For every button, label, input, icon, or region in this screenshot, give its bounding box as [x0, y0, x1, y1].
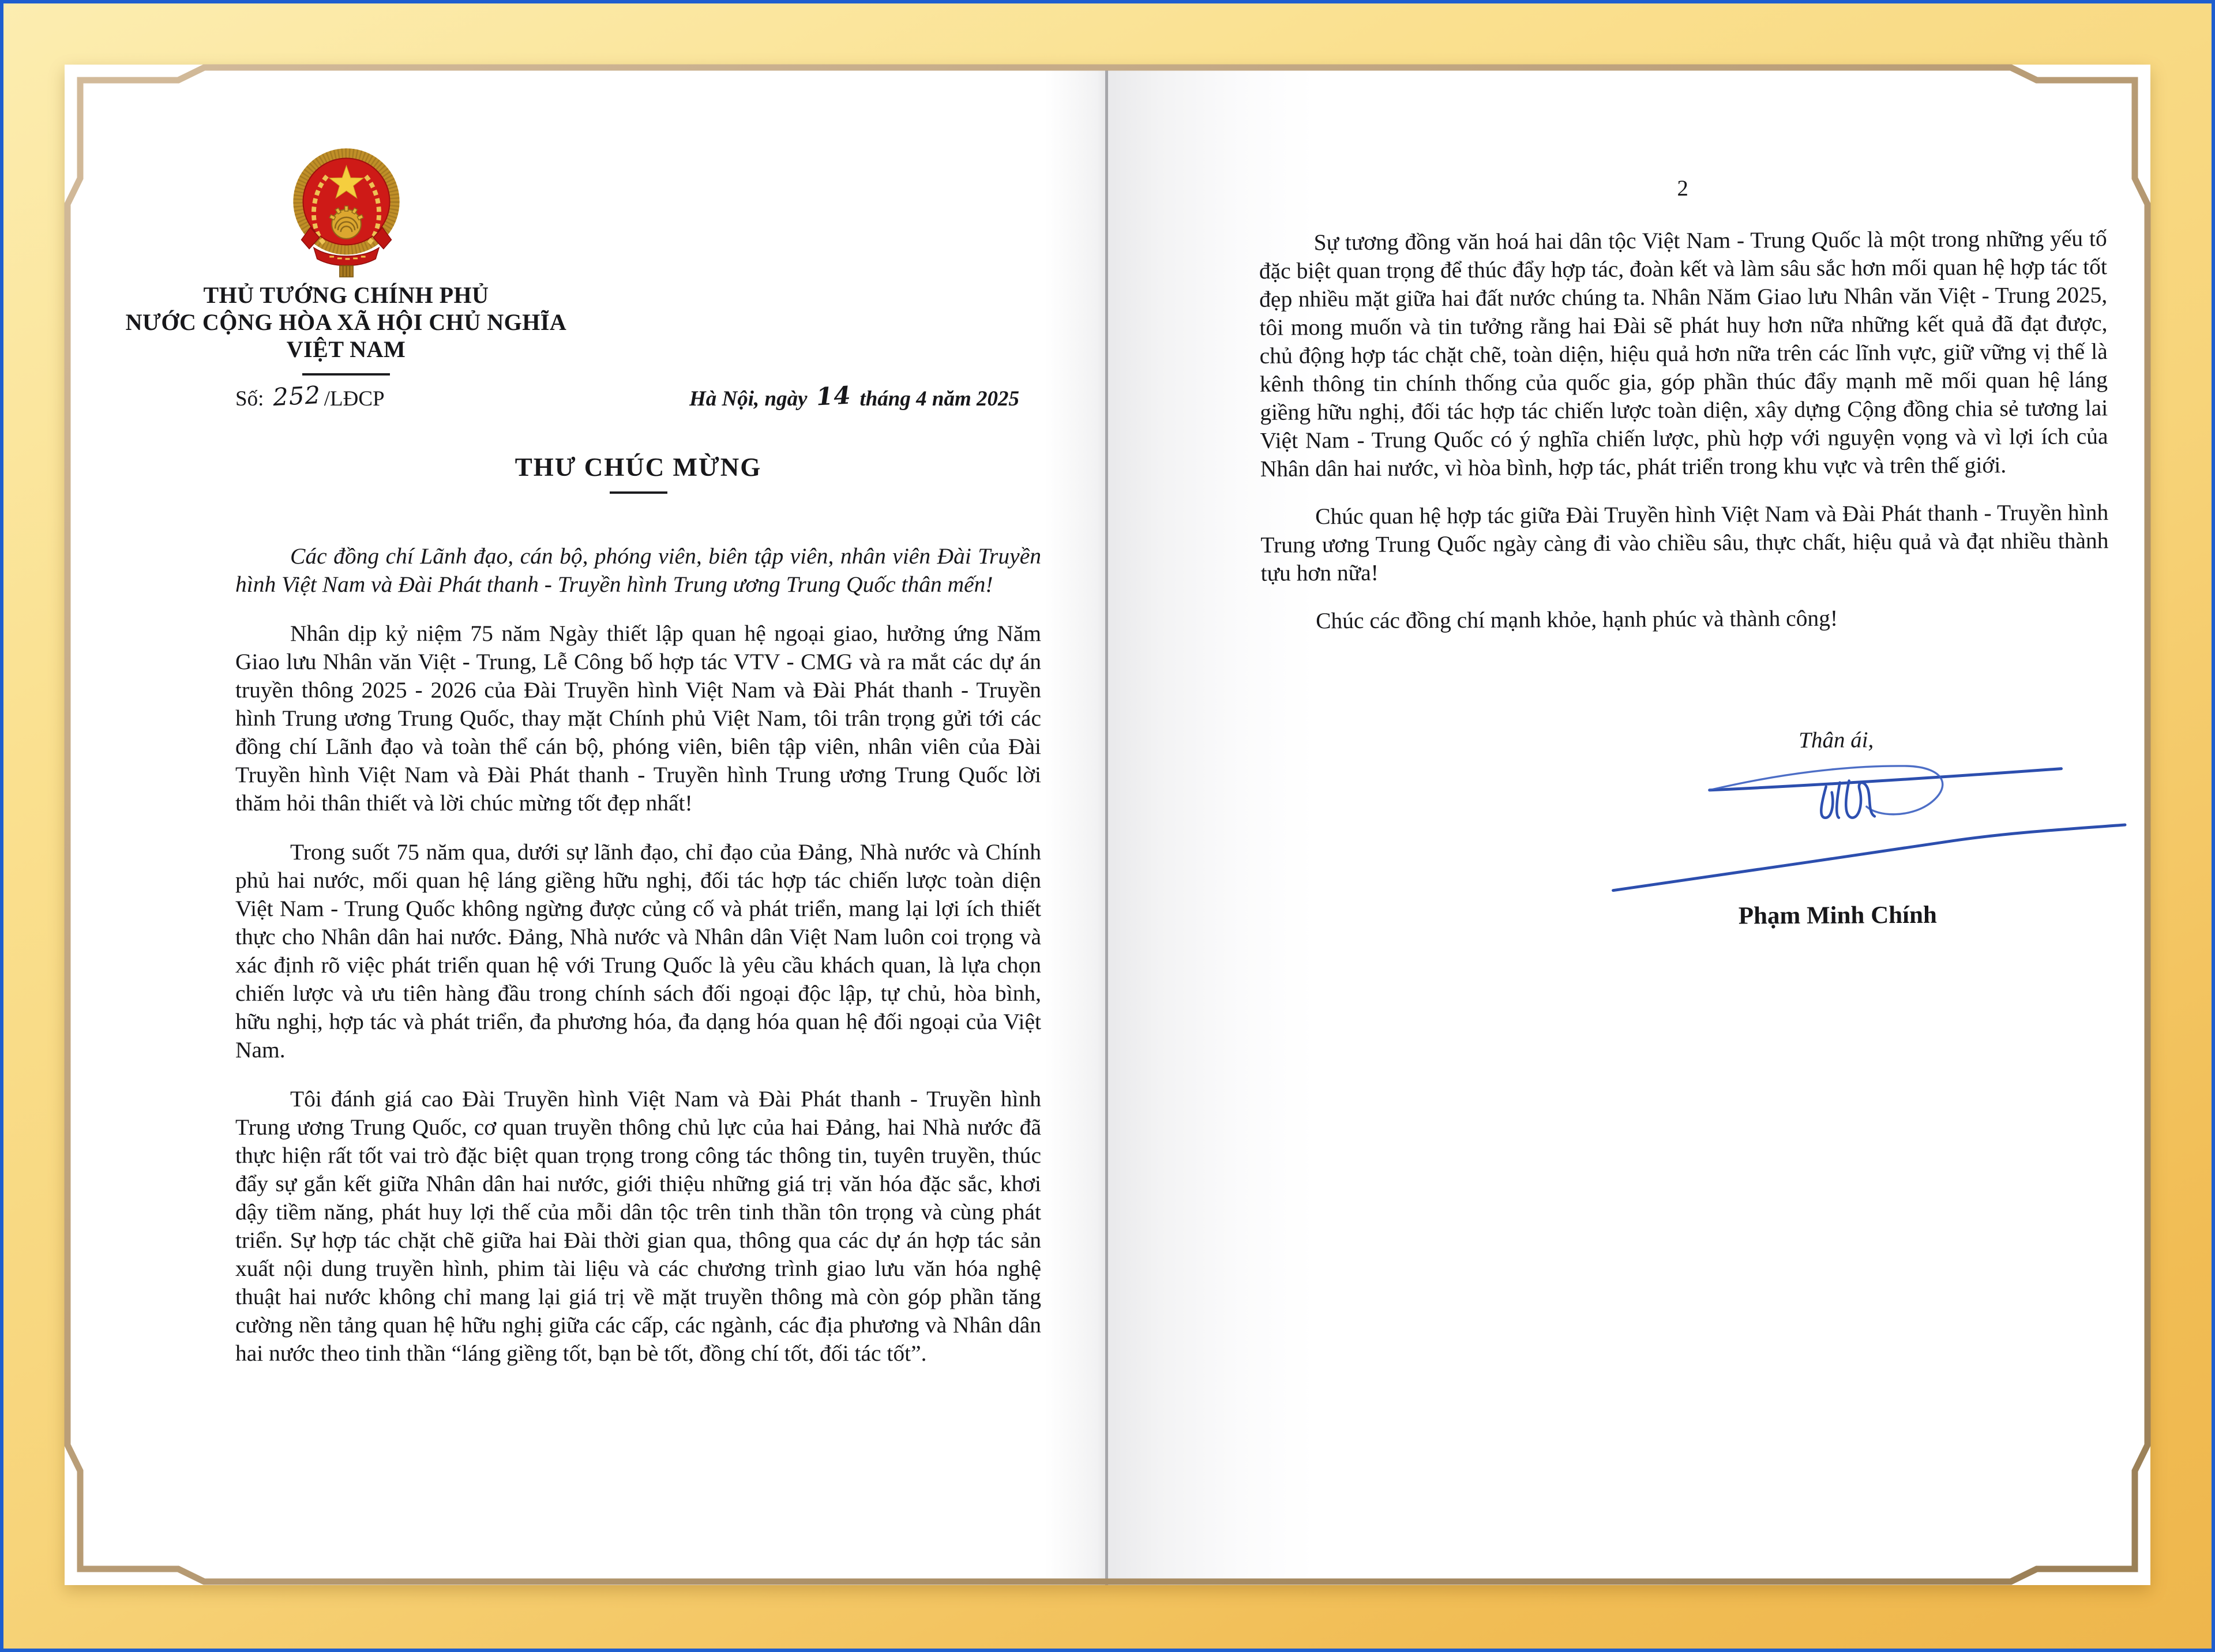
paragraph: Sự tương đồng văn hoá hai dân tộc Việt Nam - Trung Quốc là một trong những yếu tố đặc biệt quan trọng để thúc đẩy hợp tác, đoàn kết và làm sâu sắc hơn mối quan hệ hợp tác tốt đẹp nhiều mặt giữa hai đất nước chúng ta. Nhân Năm Giao lưu Nhân văn Việt - Trung 2025, tôi mong muốn và tin tưởng rằng hai Đài sẽ phát huy hơn nữa những kết quả đã đạt được, chủ động hợp tác chặt chẽ, toàn diện, hiệu quả hơn nữa trên các lĩnh vực, giữ vững vị thế là kênh thông tin chính thống của quốc gia, góp phần thúc đẩy mạnh mẽ mối quan hệ láng giềng hữu nghị, đối tác hợp tác chiến lược toàn diện, xây dựng Cộng đồng chia sẻ tương lai Việt Nam - Trung Quốc có ý nghĩa chiến lược, phù hợp với nguyện vọng và vì lợi ích của Nhân dân hai nước, vì hòa bình, hợp tác, phát triển trong khu vực và trên thế giới.	[1259, 226, 2108, 482]
date-rest: tháng 4 năm 2025	[859, 387, 1019, 411]
nation-name-line2: VIỆT NAM	[286, 336, 406, 362]
reference-number	[235, 380, 385, 412]
ref-label: Số:	[235, 387, 264, 411]
paragraph: Nhân dịp kỷ niệm 75 năm Ngày thiết lập quan hệ ngoại giao, hưởng ứng Năm Giao lưu Nhân văn Việt - Trung, Lễ Công bố hợp tác VTV - CMG và ra mắt các dự án truyền thông 2025 - 2026 của Đài Truyền hình Việt Nam và Đài Phát thanh - Truyền hình Trung ương Trung Quốc, thay mặt Chính phủ Việt Nam, tôi trân trọng gửi tới các đồng chí Lãnh đạo và toàn thể cán bộ, phóng viên, biên tập viên, nhân viên của Đài Truyền hình Việt Nam và Đài Phát thanh - Truyền hình Trung ương Trung Quốc lời thăm hỏi thân thiết và lời chúc mừng tốt đẹp nhất!	[235, 621, 1041, 816]
page-number: 2	[1677, 175, 1689, 201]
page-1-body	[235, 542, 1041, 1368]
handwritten-signature	[1606, 759, 2132, 911]
vietnam-national-emblem-icon	[290, 144, 403, 279]
paragraph: Tôi đánh giá cao Đài Truyền hình Việt Nam và Đài Phát thanh - Truyền hình Trung ương Trung Quốc, cơ quan truyền thông chủ lực của hai Đảng, hai Nhà nước đã thực hiện rất tốt vai trò đặc biệt quan trọng trong công tác thông tin, tuyên truyền, thúc đẩy sự gắn kết giữa Nhân dân hai nước, giới thiệu những giá trị văn hóa đặc sắc, khơi dậy tiềm năng, phát huy lợi thế của mỗi dân tộc trên tinh thần tôn trọng và cùng phát triển. Sự hợp tác chặt chẽ giữa hai Đài thời gian qua, thông qua các dự án hợp tác sản xuất nội dung truyền hình, phim tài liệu và các chương trình giao lưu văn hóa nghệ thuật hai nước không chỉ mang lại giá trị về mặt truyền thông mà còn góp phần tăng cường nền tảng quan hệ hữu nghị giữa các cấp, các ngành, các địa phương và Nhân dân hai nước theo tinh thần “láng giềng tốt, bạn bè tốt, đồng chí tốt, đối tác tốt”.	[235, 1086, 1041, 1366]
date-prefix: Hà Nội, ngày	[689, 387, 808, 411]
document-title: THƯ CHÚC MỪNG	[515, 453, 762, 482]
paragraph: Chúc các đồng chí mạnh khỏe, hạnh phúc và thành công!	[1316, 605, 1838, 634]
paragraph: Chúc quan hệ hợp tác giữa Đài Truyền hình Việt Nam và Đài Phát thanh - Truyền hình Trung ương Trung Quốc ngày càng đi vào chiều sâu, thực chất, hiệu quả và đạt nhiều thành tựu hơn nữa!	[1260, 500, 2109, 586]
salutation: Các đồng chí Lãnh đạo, cán bộ, phóng viên, biên tập viên, nhân viên Đài Truyền hình Việt Nam và Đài Phát thanh - Truyền hình Trung ương Trung Quốc thân mến!	[235, 543, 1041, 597]
place-and-date	[689, 383, 1019, 411]
ref-number-handwritten: 252	[272, 380, 322, 412]
page-2-content	[1258, 62, 2114, 1587]
paragraph: Trong suốt 75 năm qua, dưới sự lãnh đạo, chỉ đạo của Đảng, Nhà nước và Chính phủ hai nước, mối quan hệ láng giềng hữu nghị, đối tác hợp tác chiến lược toàn diện Việt Nam - Trung Quốc không ngừng được củng cố và phát triển, mang lại lợi ích thiết thực cho Nhân dân hai nước. Đảng, Nhà nước và Nhân dân Việt Nam luôn coi trọng và xác định rõ việc phát triển quan hệ với Trung Quốc là yêu cầu khách quan, là lựa chọn chiến lược và ưu tiên hàng đầu trong chính sách đối ngoại độc lập, tự chủ, hòa bình, hữu nghị, hợp tác và phát triển, đa phương hóa, đa dạng hóa quan hệ đối ngoại của Việt Nam.	[235, 839, 1041, 1062]
letterhead-rule	[302, 373, 390, 376]
page-2	[1108, 65, 2150, 1585]
letterhead	[87, 144, 606, 376]
ref-code: /LĐCP	[324, 387, 385, 411]
page-2-body	[1259, 224, 2109, 636]
title-rule	[610, 491, 667, 494]
closing-salutation: Thân ái,	[1799, 727, 1874, 753]
date-day-handwritten: 14	[815, 381, 852, 411]
page-1	[65, 65, 1108, 1585]
agency-name: THỦ TƯỚNG CHÍNH PHỦ	[203, 282, 489, 308]
signer-name: Phạm Minh Chính	[1738, 901, 1937, 930]
reference-and-date-row	[235, 380, 1041, 412]
two-page-spread	[65, 65, 2150, 1585]
title-block	[235, 452, 1041, 494]
page-fold	[1105, 65, 1108, 1585]
nation-name-line1: NƯỚC CỘNG HÒA XÃ HỘI CHỦ NGHĨA	[125, 309, 567, 335]
